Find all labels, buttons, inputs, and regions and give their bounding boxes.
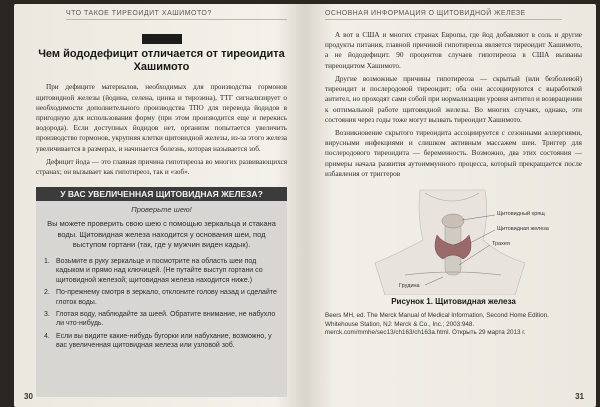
- reference-note: Beers MH, ed. The Merck Manual of Medical Information, Second Home Edition. Whitehouse Station, NJ: Merck & Co., Inc.; 2003:948. merck.com/mmhe/sec13/ch163/ch163a.html. Открыть 29 марта 2013 г.: [325, 312, 549, 337]
- right-page: [311, 4, 596, 407]
- label-sternum: Грудина: [399, 283, 420, 290]
- paragraph: При дефиците материалов, необходимых для производства гормонов щитовидной железы (йодина, селена, цинка и тирозина), ТТГ сигнализирует о необходимости дополнительного производства ТПО для перевода йодидов в пригодную для использования форму (при этом производится еще и перекись водорода). Если доступных йодидов нет, организм попытается увеличить производство гормонов, укрупняя клетки щитовидной железы, из-за этого железа увеличивается в размерах, и начинается болезнь, которая называется зоб.: [36, 83, 287, 153]
- steps-list: [44, 257, 279, 351]
- section-heading: Чем йододефицит отличается от тиреоидита Хашимото: [38, 48, 285, 74]
- list-item: 1. Возьмите в руку зеркальце и посмотрите на область шеи под кадыком и прямо над ключицей. (Не путайте выступ гортани со щитовидной железой; щитовидная железа находится ниже.): [44, 257, 263, 284]
- running-head-left: ЧТО ТАКОЕ ТИРЕОИДИТ ХАШИМОТО?: [66, 10, 287, 20]
- neck-illustration: [325, 185, 585, 295]
- book-spread: [14, 4, 596, 407]
- label-trachea: Трахея: [492, 241, 510, 248]
- box-intro: Вы можете проверить свою шею с помощью зеркальца и стакана воды. Щитовидная железа находится у основания шеи, под выступом гортани (так, где у мужчин виден кадык).: [47, 219, 276, 250]
- paragraph: Дефицит йода — это главная причина гипотиреоза во многих развивающихся странах; он вызывает как гипотиреоз, так и «зоб».: [36, 157, 287, 177]
- figure-caption: Рисунок 1. Щитовидная железа: [391, 297, 516, 307]
- page-number: 31: [575, 392, 584, 401]
- page-number: 30: [24, 392, 33, 401]
- label-thyroid-cartilage: Щитовидный хрящ: [497, 211, 545, 218]
- paragraph: А вот в США и многих странах Европы, где йод добавляют в соль и другие продукты питания, главной причиной гипотиреоза является тиреоидит Хашимото, а не йододефицит. 90 процентов случаев гипотиреоза в США вызваны тиреоидитом Хашимото.: [325, 31, 582, 70]
- list-item: 3. Глотая воду, наблюдайте за шеей. Обратите внимание, не набухло ли что-нибудь.: [44, 311, 276, 328]
- box-subtitle: Проверьте шею!: [131, 205, 192, 215]
- running-head-right: ОСНОВНАЯ ИНФОРМАЦИЯ О ЩИТОВИДНОЙ ЖЕЛЕЗЕ: [325, 10, 562, 20]
- box-title: У ВАС УВЕЛИЧЕННАЯ ЩИТОВИДНАЯ ЖЕЛЕЗА?: [60, 189, 263, 200]
- paragraph: Другие возможные причины гипотиреоза — скрытый (или безболевой) тиреоидит и послеродовой тиреоидит; оба они ассоциируются с выработкой антител, но проходят сами собой при нормализации уровня антител и возвращении к оптимальной работе щитовидной железы. Во многих случаях, однако, эти состояния через годы тоже могут вызвать тиреоидит Хашимото.: [325, 74, 582, 124]
- sidebar-box: [36, 187, 287, 397]
- thyroid-figure: [325, 185, 582, 295]
- heading-marker: [142, 34, 182, 44]
- left-page: [14, 4, 305, 407]
- list-item: 2. По-прежнему смотря в зеркало, отклоните голову назад и сделайте глоток воды.: [44, 289, 277, 306]
- list-item: 4. Если вы видите какие-нибудь бугорки или набухание, возможно, у вас увеличенная щитовидная железа или узловой зоб.: [44, 332, 272, 350]
- paragraph: Возникновение скрытого тиреоидита ассоциируется с сезонными аллергиями, вирусными инфекциями и слишком активным массажем шеи. Триггер для послеродового тиреоидита — беременность. Возможно, два этих состояния — примеры начала развития аутоиммунного процесса, который прекращается после избавления от триггеров: [325, 128, 582, 178]
- label-thyroid-gland: Щитовидная железа: [497, 226, 549, 233]
